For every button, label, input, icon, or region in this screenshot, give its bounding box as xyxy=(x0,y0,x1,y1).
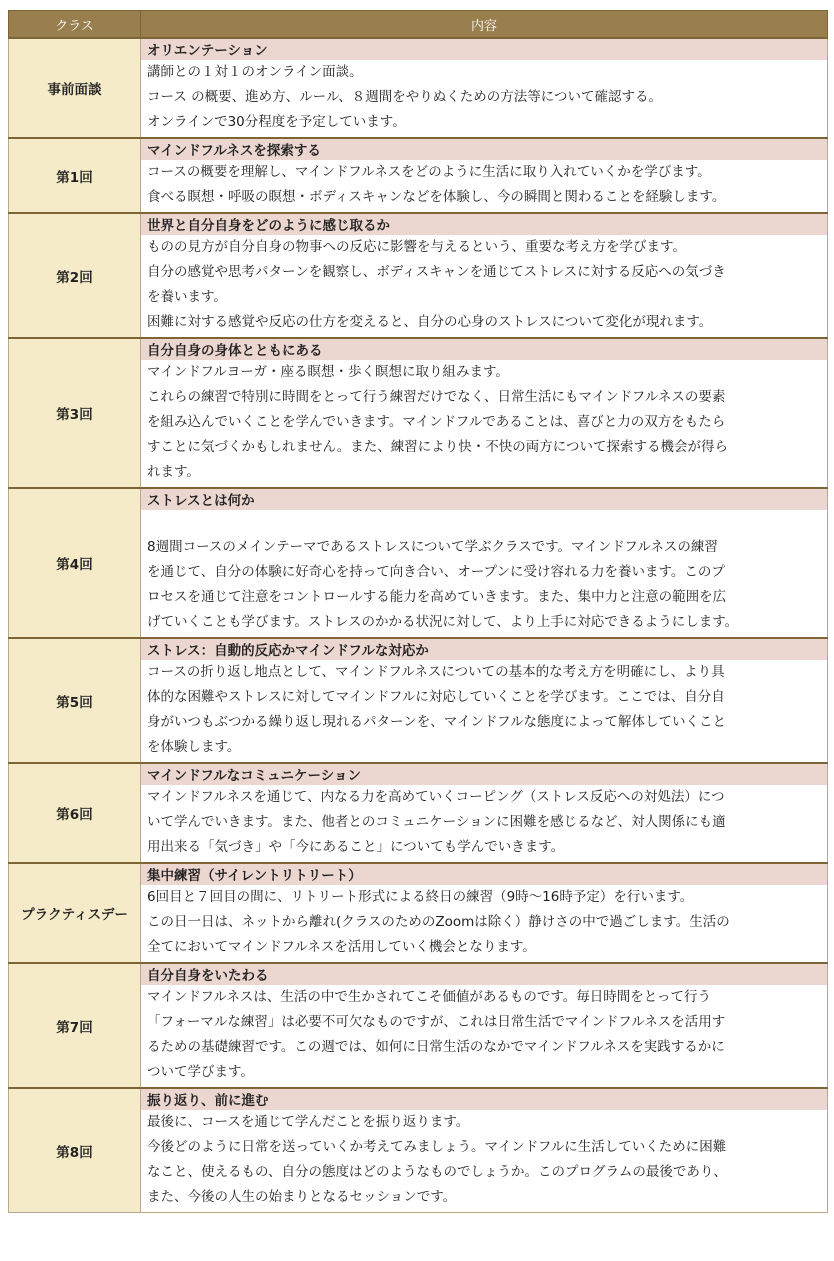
description-line: コースの折り返し地点として、マインドフルネスについての基本的な考え方を明確にし、より具 xyxy=(147,664,725,680)
description-line: を体験します。 xyxy=(147,739,241,755)
session-title: マインドフルネスを探索する xyxy=(141,139,827,160)
session-content xyxy=(141,338,828,488)
description-line: を組み込んでいくことを学んでいきます。マインドフルであることは、喜びと力の双方をもたら xyxy=(147,414,726,430)
session-title: ストレスとは何か xyxy=(141,489,827,510)
description-line: ものの見方が自分自身の物事への反応に影響を与えるという、重要な考え方を学びます。 xyxy=(147,239,686,255)
description-line: この日一日は、ネットから離れ(クラスのためのZoomは除く）静けさの中で過ごします。生活の xyxy=(147,914,730,930)
description-line: 自分の感覚や思考パターンを観察し、ボディスキャンを通じてストレスに対する反応への気づき xyxy=(147,264,726,280)
description-line: を養います。 xyxy=(147,289,227,305)
session-title: 自分自身の身体とともにある xyxy=(141,339,827,360)
description-line: 講師との１対１のオンライン面談。 xyxy=(147,64,363,80)
session-description xyxy=(141,510,827,637)
session-description xyxy=(141,60,827,137)
description-line: 体的な困難やストレスに対してマインドフルに対応していくことを学びます。ここでは、自分自 xyxy=(147,689,725,705)
description-line: 身がいつもぶつかる繰り返し現れるパターンを、マインドフルな態度によって解体していくこと xyxy=(147,714,727,730)
header-class: クラス xyxy=(9,11,141,39)
session-title: ストレス：自動的反応かマインドフルな対応か xyxy=(141,639,827,660)
session-content xyxy=(141,488,828,638)
session-title: 世界と自分自身をどのように感じ取るか xyxy=(141,214,827,235)
session-content xyxy=(141,638,828,763)
session-content xyxy=(141,863,828,963)
description-line: 全てにおいてマインドフルネスを活用していく機会となります。 xyxy=(147,939,536,955)
header-content: 内容 xyxy=(141,11,828,39)
session-row xyxy=(9,338,828,488)
session-label: 第7回 xyxy=(9,963,141,1088)
session-title: 自分自身をいたわる xyxy=(141,964,827,985)
description-line: ついて学びます。 xyxy=(147,1064,254,1080)
session-row xyxy=(9,763,828,863)
description-line: なこと、使えるもの、自分の態度はどのようなものでしょうか。このプログラムの最後であり、 xyxy=(147,1164,727,1180)
session-content xyxy=(141,1088,828,1213)
session-row xyxy=(9,638,828,763)
session-description xyxy=(141,785,827,862)
session-title: 集中練習（サイレントリトリート） xyxy=(141,864,827,885)
description-line: オンラインで30分程度を予定しています。 xyxy=(147,114,406,130)
session-label: 第5回 xyxy=(9,638,141,763)
session-label: 事前面談 xyxy=(9,38,141,138)
session-label: 第2回 xyxy=(9,213,141,338)
session-description xyxy=(141,985,827,1087)
session-row xyxy=(9,1088,828,1213)
session-label: 第1回 xyxy=(9,138,141,213)
description-line: 食べる瞑想・呼吸の瞑想・ボディスキャンなどを体験し、今の瞬間と関わることを経験します。 xyxy=(147,189,726,205)
session-description xyxy=(141,160,827,212)
description-line: るための基礎練習です。この週では、如何に日常生活のなかでマインドフルネスを実践するかに xyxy=(147,1039,725,1055)
session-title: 振り返り、前に進む xyxy=(141,1089,827,1110)
description-line: を通じて、自分の体験に好奇心を持って向き合い、オープンに受け容れる力を養います。このプ xyxy=(147,564,725,580)
description-line: いて学んでいきます。また、他者とのコミュニケーションに困難を感じるなど、対人関係にも適 xyxy=(147,814,726,830)
session-label: 第8回 xyxy=(9,1088,141,1213)
description-line: 最後に、コースを通じて学んだことを振り返ります。 xyxy=(147,1114,470,1130)
session-description xyxy=(141,885,827,962)
header-row xyxy=(9,11,828,39)
session-content xyxy=(141,963,828,1088)
description-line: 今後どのように日常を送っていくか考えてみましょう。マインドフルに生活していくために困難 xyxy=(147,1139,727,1155)
description-line: これらの練習で特別に時間をとって行う練習だけでなく、日常生活にもマインドフルネスの要素 xyxy=(147,389,726,405)
description-line: コースの概要を理解し、マインドフルネスをどのように生活に取り入れていくかを学びます。 xyxy=(147,164,711,180)
description-line: コース の概要、進め方、ルール、８週間をやりぬくための方法等について確認する。 xyxy=(147,89,662,105)
session-row xyxy=(9,863,828,963)
description-line: マインドフルネスを通じて、内なる力を高めていくコーピング（ストレス反応への対処法）につ xyxy=(147,789,725,805)
session-content xyxy=(141,213,828,338)
session-row xyxy=(9,213,828,338)
description-line: 「フォーマルな練習」は必要不可欠なものですが、これは日常生活でマインドフルネスを活用す xyxy=(147,1014,726,1030)
session-content xyxy=(141,763,828,863)
description-line: 用出来る「気づき」や「今にあること」についても学んでいきます。 xyxy=(147,839,565,855)
description-line xyxy=(147,510,821,535)
session-row xyxy=(9,38,828,138)
session-row xyxy=(9,138,828,213)
session-title: マインドフルなコミュニケーション xyxy=(141,764,827,785)
session-row xyxy=(9,488,828,638)
description-line: 困難に対する感覚や反応の仕方を変えると、自分の心身のストレスについて変化が現れます。 xyxy=(147,314,713,330)
session-description xyxy=(141,660,827,762)
description-line: 8週間コースのメインテーマであるストレスについて学ぶクラスです。マインドフルネスの練習 xyxy=(147,539,718,555)
session-content xyxy=(141,38,828,138)
description-line: マインドフルネスは、生活の中で生かされてこそ価値があるものです。毎日時間をとって行う xyxy=(147,989,712,1005)
session-label: 第4回 xyxy=(9,488,141,638)
session-label: プラクティスデー xyxy=(9,863,141,963)
session-description xyxy=(141,235,827,337)
session-label: 第3回 xyxy=(9,338,141,488)
description-line: また、今後の人生の始まりとなるセッションです。 xyxy=(147,1189,457,1205)
course-schedule-table xyxy=(8,10,828,1213)
description-line: ロセスを通じて注意をコントロールする能力を高めていきます。また、集中力と注意の範囲を広 xyxy=(147,589,727,605)
session-description xyxy=(141,360,827,487)
session-label: 第6回 xyxy=(9,763,141,863)
description-line: れます。 xyxy=(147,464,200,480)
description-line: マインドフルヨーガ・座る瞑想・歩く瞑想に取り組みます。 xyxy=(147,364,509,380)
description-line: 6回目と７回目の間に、リトリート形式による終日の練習（9時〜16時予定）を行います。 xyxy=(147,889,694,905)
session-description xyxy=(141,1110,827,1212)
session-title: オリエンテーション xyxy=(141,39,827,60)
description-line: げていくことも学びます。ストレスのかかる状況に対して、より上手に対応できるようにします。 xyxy=(147,614,739,630)
session-row xyxy=(9,963,828,1088)
description-line: すことに気づくかもしれません。また、練習により快・不快の両方について探索する機会が得ら xyxy=(147,439,729,455)
session-content xyxy=(141,138,828,213)
